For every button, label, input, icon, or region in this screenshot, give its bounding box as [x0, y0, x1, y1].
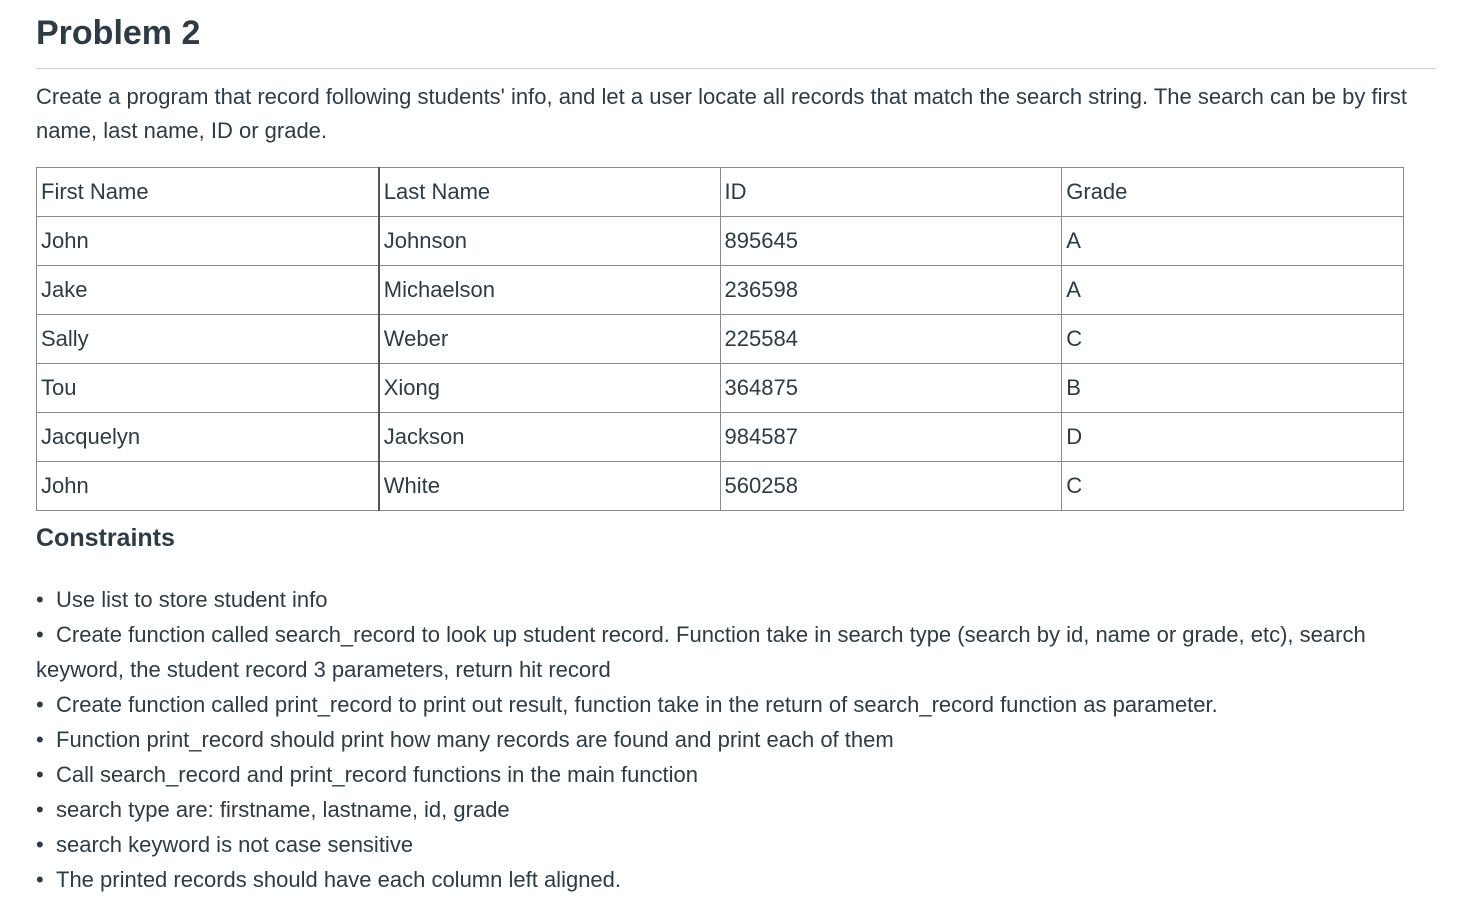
bullet-icon: •	[36, 797, 44, 822]
cell-id: 364875	[720, 364, 1062, 413]
cell-first-name: Jake	[37, 266, 379, 315]
cell-last-name: Xiong	[379, 364, 720, 413]
problem-description: Create a program that record following students' info, and let a user locate all records that match the search string. The search can be by first name, last name, ID or grade.	[36, 84, 1407, 143]
cell-last-name: Jackson	[379, 413, 720, 462]
list-item	[36, 827, 1436, 862]
list-item-text: Create function called print_record to print out result, function take in the return of search_record function as parameter.	[56, 692, 1218, 717]
list-item-text: The printed records should have each column left aligned.	[56, 867, 622, 892]
title-divider	[36, 68, 1436, 69]
cell-first-name: Jacquelyn	[37, 413, 379, 462]
bullet-icon: •	[36, 727, 44, 752]
list-item	[36, 757, 1436, 792]
constraints-heading: Constraints	[36, 524, 175, 552]
list-item-text: search type are: firstname, lastname, id, grade	[56, 797, 510, 822]
list-item-text: search keyword is not case sensitive	[56, 832, 414, 857]
cell-grade: C	[1062, 462, 1404, 511]
list-item	[36, 862, 1436, 897]
cell-grade: D	[1062, 413, 1404, 462]
page-title: Problem 2	[36, 14, 201, 52]
cell-last-name: Johnson	[379, 217, 720, 266]
list-item-text: Create function called search_record to look up student record. Function take in search type (search by id, name or grade, etc), search keyword, the student record 3 parameters, return hit record	[36, 622, 1366, 682]
cell-id: 225584	[720, 315, 1062, 364]
cell-last-name: Weber	[379, 315, 720, 364]
list-item	[36, 617, 1436, 687]
table-row	[37, 413, 1404, 462]
cell-id: 895645	[720, 217, 1062, 266]
cell-first-name: John	[37, 462, 379, 511]
header-first-name: First Name	[37, 168, 379, 217]
bullet-icon: •	[36, 692, 44, 717]
list-item-text: Use list to store student info	[56, 587, 328, 612]
bullet-icon: •	[36, 762, 44, 787]
cell-id: 984587	[720, 413, 1062, 462]
list-item	[36, 687, 1436, 722]
table-row	[37, 315, 1404, 364]
table-row	[37, 266, 1404, 315]
cell-id: 560258	[720, 462, 1062, 511]
bullet-icon: •	[36, 867, 44, 892]
header-last-name: Last Name	[379, 168, 720, 217]
cell-grade: A	[1062, 217, 1404, 266]
cell-id: 236598	[720, 266, 1062, 315]
header-id: ID	[720, 168, 1062, 217]
cell-grade: A	[1062, 266, 1404, 315]
students-table	[36, 167, 1404, 511]
table-row	[37, 217, 1404, 266]
table-row	[37, 364, 1404, 413]
table-row	[37, 462, 1404, 511]
bullet-icon: •	[36, 587, 44, 612]
list-item	[36, 722, 1436, 757]
cell-last-name: Michaelson	[379, 266, 720, 315]
list-item-text: Call search_record and print_record functions in the main function	[56, 762, 699, 787]
list-item	[36, 582, 1436, 617]
cell-first-name: Sally	[37, 315, 379, 364]
header-grade: Grade	[1062, 168, 1404, 217]
cell-grade: B	[1062, 364, 1404, 413]
cell-grade: C	[1062, 315, 1404, 364]
table-header-row	[37, 168, 1404, 217]
bullet-icon: •	[36, 622, 44, 647]
bullet-icon: •	[36, 832, 44, 857]
constraints-list	[36, 582, 1436, 897]
list-item-text: Function print_record should print how many records are found and print each of them	[56, 727, 894, 752]
cell-last-name: White	[379, 462, 720, 511]
list-item	[36, 792, 1436, 827]
cell-first-name: Tou	[37, 364, 379, 413]
cell-first-name: John	[37, 217, 379, 266]
